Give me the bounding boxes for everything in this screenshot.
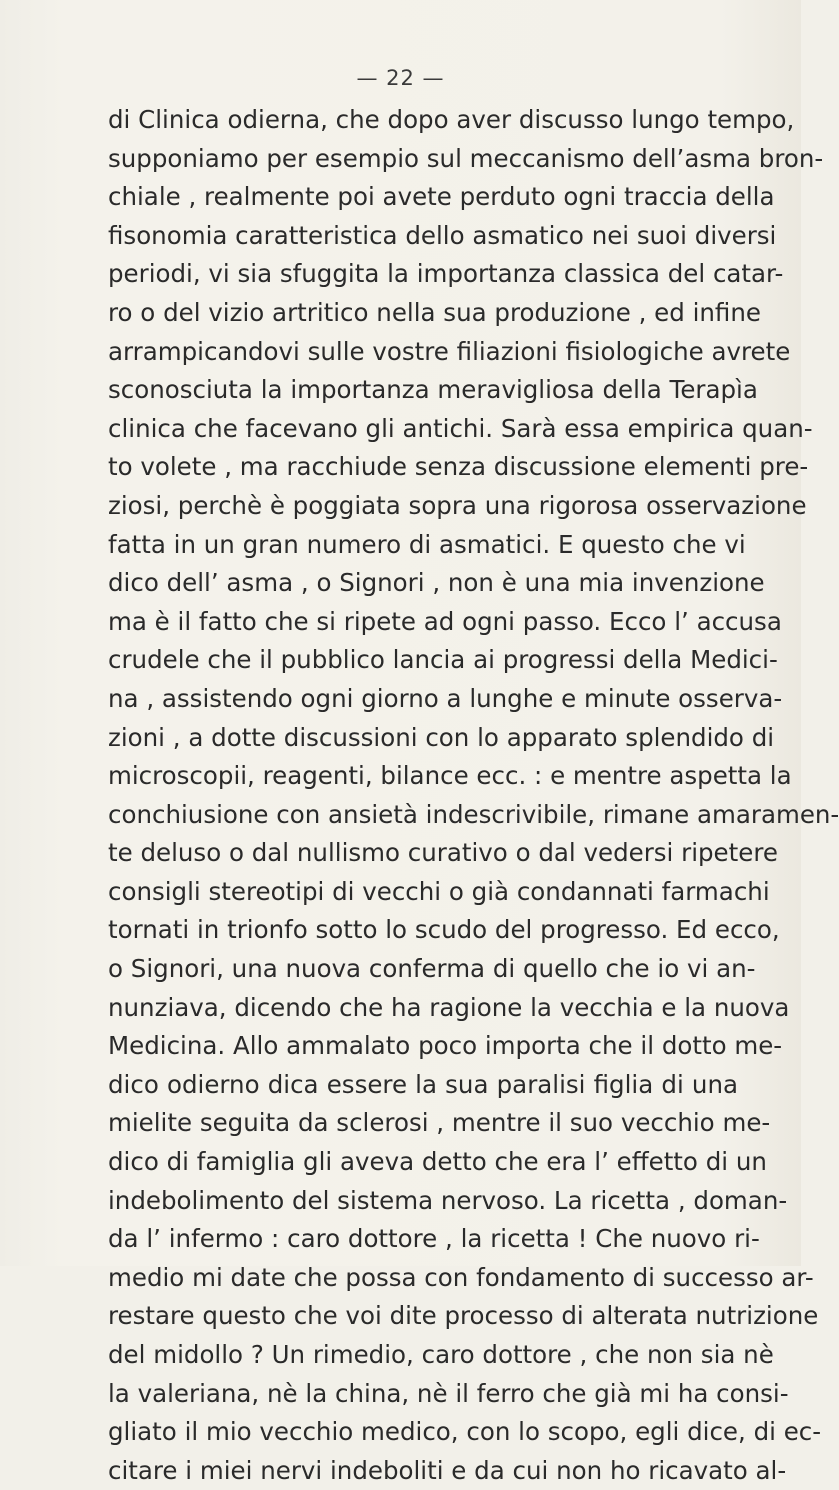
text-line: to volete , ma racchiude senza discussione elementi pre- [108,452,809,482]
text-line: zioni , a dotte discussioni con lo apparato splendido di [108,722,775,752]
text-line: dico di famiglia gli aveva detto che era l’ effetto di un [108,1147,767,1177]
text-line: crudele che il pubblico lancia ai progressi della Medici- [108,645,778,675]
text-line: da l’ infermo : caro dottore , la ricetta ! Che nuovo ri- [108,1224,760,1254]
text-line: dico odierno dica essere la sua paralisi figlia di una [108,1069,738,1099]
text-line: ma è il fatto che si ripete ad ogni passo. Ecco l’ accusa [108,606,782,636]
text-line: periodi, vi sia sfuggita la importanza classica del catar- [108,259,784,289]
text-line: te deluso o dal nullismo curativo o dal vedersi ripetere [108,838,778,868]
text-line: la valeriana, nè la china, nè il ferro che già mi ha consi- [108,1378,789,1408]
text-line: arrampicandovi sulle vostre filiazioni fisiologiche avrete [108,336,791,366]
text-line: medio mi date che possa con fondamento di successo ar- [108,1262,814,1292]
text-line: indebolimento del sistema nervoso. La ricetta , doman- [108,1185,788,1215]
text-line: gliato il mio vecchio medico, con lo scopo, egli dice, di ec- [108,1417,822,1447]
text-line: tornati in trionfo sotto lo scudo del progresso. Ed ecco, [108,915,780,945]
text-line: na , assistendo ogni giorno a lunghe e minute osserva- [108,683,783,713]
text-line: del midollo ? Un rimedio, caro dottore , che non sia nè [108,1340,774,1369]
text-line: ziosi, perchè è poggiata sopra una rigorosa osservazione [108,490,807,520]
text-line: microscopii, reagenti, bilance ecc. : e mentre aspetta la [108,761,792,791]
text-line: supponiamo per esempio sul meccanismo dell’asma bron- [108,143,824,173]
text-line: dico dell’ asma , o Signori , non è una mia invenzione [108,568,765,598]
text-line: consigli stereotipi di vecchi o già condannati farmachi [108,876,770,906]
text-line: fisonomia caratteristica dello asmatico nei suoi diversi [108,220,777,250]
text-line: nunziava, dicendo che ha ragione la vecchia e la nuova [108,992,790,1022]
text-line: chiale , realmente poi avete perduto ogni traccia della [108,182,775,212]
text-line: mielite seguita da sclerosi , mentre il suo vecchio me- [108,1108,771,1138]
body-text [108,101,839,1490]
text-line: di Clinica odierna, che dopo aver discusso lungo tempo, [108,105,795,134]
page-number: — 22 — [356,66,445,90]
text-line: restare questo che voi dite processo di alterata nutrizione [108,1301,819,1331]
text-line: sconosciuta la importanza meravigliosa della Terapìa [108,375,758,405]
text-line: clinica che facevano gli antichi. Sarà essa empirica quan- [108,413,813,443]
text-line: o Signori, una nuova conferma di quello che io vi an- [108,954,756,984]
text-line: fatta in un gran numero di asmatici. E questo che vi [108,529,746,559]
text-line: Medicina. Allo ammalato poco importa che il dotto me- [108,1031,783,1061]
text-line: conchiusione con ansietà indescrivibile, rimane amaramen- [108,799,839,829]
text-line: citare i miei nervi indeboliti e da cui non ho ricavato al- [108,1455,787,1485]
text-line: ro o del vizio artritico nella sua produzione , ed infine [108,297,761,327]
